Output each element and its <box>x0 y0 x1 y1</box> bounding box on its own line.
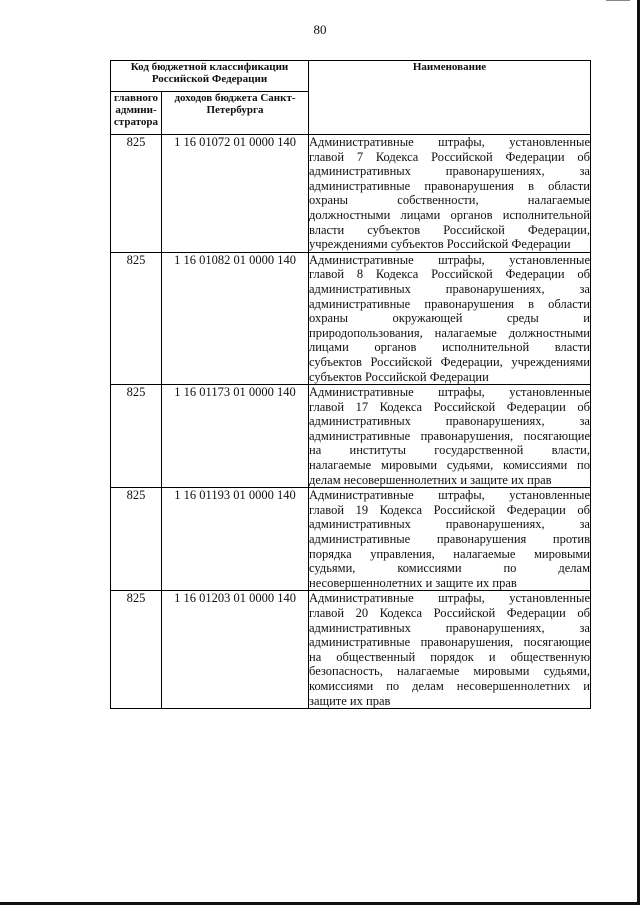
name-text-word: правонарушения, <box>420 428 514 443</box>
name-text-line: делам несовершеннолетних и защите их прав <box>309 472 552 487</box>
name-text-word: правонарушения <box>424 296 514 311</box>
header-budget-code-group: Код бюджетной классификации Российской Федерации <box>111 61 309 92</box>
name-text-line <box>309 311 590 326</box>
name-text-word: штрафы, <box>438 135 485 149</box>
name-text-line <box>309 164 590 179</box>
name-text-line <box>309 208 590 223</box>
name-text-line <box>309 150 590 165</box>
name-text-word: налагаемые <box>434 325 497 340</box>
name-text-word: Административные <box>309 591 414 606</box>
name-text-word: на <box>309 649 322 664</box>
name-text <box>309 253 590 384</box>
header-main-administrator: главного админи-стратора <box>111 92 162 135</box>
name-text-word: институты <box>349 443 407 458</box>
name-text-line <box>309 503 590 518</box>
name-text-word: Кодекса <box>379 399 423 414</box>
name-text-word: Кодекса <box>375 149 419 164</box>
name-text-word: Кодекса <box>375 267 419 282</box>
name-text-word: собственности, <box>397 193 479 208</box>
name-text-word: власти <box>554 340 590 355</box>
name-text-word: комиссиями <box>309 678 374 693</box>
name-text-word: Кодекса <box>379 502 423 517</box>
admin-code-cell: 825 <box>111 385 162 488</box>
name-text-word: правонарушениях, <box>445 281 545 296</box>
name-text-word: штрафы, <box>438 488 485 503</box>
admin-code-cell: 825 <box>111 591 162 709</box>
name-text-line: несовершеннолетних и защите их прав <box>309 575 517 590</box>
table-header-row <box>111 61 591 92</box>
name-text-word: административных <box>309 620 411 635</box>
name-text-word: об <box>577 502 590 517</box>
name-text-line <box>309 664 590 679</box>
name-text-word: государственной <box>434 443 524 458</box>
name-text-word: административные <box>309 428 411 443</box>
name-text-line <box>309 385 590 400</box>
name-text-word: установленные <box>509 488 590 503</box>
name-text-line <box>309 443 590 458</box>
name-text-word: правонарушениях, <box>445 517 545 532</box>
name-text-word: административных <box>309 414 411 429</box>
name-text-word: исполнительной <box>502 207 590 222</box>
name-text-word: комиссиями <box>503 458 568 473</box>
name-text-word: органов <box>374 340 417 355</box>
name-text-word: лицами <box>400 207 441 222</box>
name-text-line <box>309 679 590 694</box>
name-text-word: окружающей <box>392 311 463 326</box>
name-cell <box>309 591 591 709</box>
name-text-word: административные <box>309 178 411 193</box>
name-text-word: налагаемые <box>397 664 460 679</box>
name-text-line <box>309 429 590 444</box>
name-text-word: за <box>579 517 590 532</box>
name-text-word: Кодекса <box>379 606 423 620</box>
table-row <box>111 591 591 709</box>
header-name: Наименование <box>309 61 591 135</box>
name-cell <box>309 385 591 488</box>
name-text-word: об <box>577 267 590 282</box>
name-text-line <box>309 621 590 636</box>
name-text-word: за <box>579 414 590 429</box>
name-text-word: судьями, <box>446 458 494 473</box>
name-text-line <box>309 650 590 665</box>
name-text-word: правонарушения <box>424 178 514 193</box>
name-text-word: об <box>577 149 590 164</box>
name-text-word: правонарушения <box>436 532 527 547</box>
name-text-word: общественный <box>336 649 416 664</box>
name-text-word: учреждениями <box>511 354 590 369</box>
name-text-word: об <box>577 606 590 620</box>
name-text-word: субъектов <box>309 354 362 369</box>
name-text-word: Российской <box>433 502 496 517</box>
name-text-line <box>309 488 590 503</box>
name-text-word: Федерации <box>505 149 565 164</box>
name-text-line <box>309 414 590 429</box>
name-text-word: Российской <box>431 267 493 282</box>
name-text-word: главой <box>309 502 345 517</box>
name-text-word: штрафы, <box>438 252 485 267</box>
name-text-word: и <box>488 649 496 664</box>
income-code-cell: 1 16 01203 01 0000 140 <box>162 591 309 709</box>
name-text-line: учреждениями субъектов Российской Федерации <box>309 237 571 252</box>
name-text-word: власти <box>309 222 345 237</box>
name-text-line <box>309 561 590 576</box>
name-text-line <box>309 606 590 621</box>
name-text-word: установленные <box>509 385 590 400</box>
name-text-word: административные <box>309 296 411 311</box>
name-text-word: Административные <box>309 252 414 267</box>
scan-mark <box>606 0 630 1</box>
name-text-word: и <box>583 678 590 693</box>
name-text-word: мировыми <box>473 664 530 679</box>
income-code-cell: 1 16 01072 01 0000 140 <box>162 135 309 253</box>
name-text-word: власти, <box>551 443 590 458</box>
name-text-word: лицами <box>309 340 349 355</box>
name-text-line <box>309 340 590 355</box>
header-income-code: доходов бюджета Санкт-Петербурга <box>162 92 309 135</box>
name-text-word: за <box>579 281 590 296</box>
name-text-word: административных <box>309 517 411 532</box>
name-text-word: Федерации, <box>527 222 590 237</box>
name-text-word: 8 <box>356 267 364 282</box>
name-text-word: исполнительной <box>441 340 530 355</box>
name-text-word: за <box>579 164 590 179</box>
name-cell <box>309 252 591 384</box>
name-text <box>309 385 590 487</box>
budget-classification-table <box>110 60 591 709</box>
name-text <box>309 591 590 708</box>
name-text-word: правонарушениях, <box>445 414 545 429</box>
name-text-word: несовершеннолетних <box>456 678 571 693</box>
name-text-word: 20 <box>355 606 369 620</box>
income-code-cell: 1 16 01173 01 0000 140 <box>162 385 309 488</box>
income-code-cell: 1 16 01193 01 0000 140 <box>162 488 309 591</box>
name-text-word: безопасность, <box>309 664 383 679</box>
name-text-word: охраны <box>309 311 349 326</box>
name-text-word: правонарушениях, <box>445 620 545 635</box>
name-text-word: порядок <box>430 649 474 664</box>
name-text-word: за <box>579 620 590 635</box>
name-text-word: 19 <box>355 502 369 517</box>
name-text-line: субъектов Российской Федерации <box>309 369 489 384</box>
name-text-word: налагаемые <box>309 458 372 473</box>
name-text-word: Российской <box>433 399 496 414</box>
name-text-word: охраны <box>309 193 349 208</box>
page-number: 80 <box>313 22 327 37</box>
name-text-word: административных <box>309 164 411 179</box>
name-cell <box>309 135 591 253</box>
name-cell <box>309 488 591 591</box>
admin-code-cell: 825 <box>111 252 162 384</box>
name-text-word: по <box>386 678 400 693</box>
name-text-word: и <box>583 311 590 326</box>
name-text-word: судьями, <box>543 664 590 679</box>
name-text-word: области <box>548 296 590 311</box>
name-text-line <box>309 193 590 208</box>
name-text-word: должностными <box>508 325 590 340</box>
name-text-word: делам <box>412 678 444 693</box>
name-text-line <box>309 135 590 150</box>
name-text-word: 7 <box>356 149 364 164</box>
name-text-word: посягающие <box>523 428 590 443</box>
name-text-line <box>309 326 590 341</box>
table-row <box>111 488 591 591</box>
name-text-word: налагаемые <box>527 193 590 208</box>
name-text-word: Федерации <box>505 267 565 282</box>
table-row <box>111 252 591 384</box>
name-text-line <box>309 532 590 547</box>
name-text-word: налагаемые <box>453 546 516 561</box>
name-text-word: установленные <box>509 591 590 606</box>
name-text-line <box>309 282 590 297</box>
name-text-line <box>309 517 590 532</box>
name-text-line <box>309 223 590 238</box>
name-text-word: на <box>309 443 322 458</box>
name-text-word: мировыми <box>381 458 438 473</box>
name-text-line <box>309 253 590 268</box>
name-text-word: Административные <box>309 385 414 400</box>
name-text-word: комиссиями <box>397 561 462 576</box>
name-text-word: Федерации <box>506 502 566 517</box>
name-text-word: главой <box>309 399 345 414</box>
name-text-word: органов <box>450 207 493 222</box>
table-row <box>111 385 591 488</box>
name-text-word: административных <box>309 281 411 296</box>
name-text-line <box>309 179 590 194</box>
name-text-word: Административные <box>309 488 414 503</box>
name-text-word: об <box>577 399 590 414</box>
name-text-word: в <box>528 296 534 311</box>
name-text-word: делам <box>558 561 590 576</box>
name-text-word: природопользования, <box>309 325 423 340</box>
name-text-word: управления, <box>370 546 435 561</box>
admin-code-cell: 825 <box>111 488 162 591</box>
name-text-word: административные <box>309 635 411 650</box>
name-text-word: Федерации, <box>440 354 503 369</box>
name-text-word: Российской <box>370 354 433 369</box>
name-text-word: установленные <box>509 135 590 149</box>
name-text-line <box>309 267 590 282</box>
name-text-word: Российской <box>433 606 496 620</box>
name-text-word: общественную <box>510 649 590 664</box>
name-text-word: должностными <box>309 207 391 222</box>
name-text-line: защите их прав <box>309 693 391 708</box>
name-text-word: против <box>552 532 590 547</box>
name-text-word: мировыми <box>533 546 590 561</box>
name-text-word: Административные <box>309 135 414 149</box>
name-text-word: Российской <box>431 149 493 164</box>
name-text-word: Российской <box>443 222 505 237</box>
name-text-word: в <box>528 178 534 193</box>
admin-code-cell: 825 <box>111 135 162 253</box>
name-text-word: порядка <box>309 546 352 561</box>
table-row <box>111 135 591 253</box>
name-text-word: по <box>503 561 517 576</box>
name-text-word: главой <box>309 267 345 282</box>
name-text-line <box>309 547 590 562</box>
name-text-line <box>309 635 590 650</box>
name-text-word: правонарушения, <box>420 635 514 650</box>
name-text-word: Федерации <box>506 399 566 414</box>
name-text-word: 17 <box>355 399 369 414</box>
name-text-word: правонарушениях, <box>445 164 545 179</box>
name-text-line <box>309 458 590 473</box>
name-text-word: Федерации <box>506 606 566 620</box>
name-text-word: штрафы, <box>438 591 485 606</box>
name-text-line <box>309 591 590 606</box>
name-text <box>309 488 590 590</box>
name-text-word: установленные <box>509 252 590 267</box>
name-text-word: административные <box>309 532 411 547</box>
name-text-word: главой <box>309 606 345 620</box>
name-text-word: посягающие <box>523 635 590 650</box>
name-text-line <box>309 355 590 370</box>
name-text-word: судьями, <box>309 561 356 576</box>
name-text-word: среды <box>506 311 539 326</box>
name-text-line <box>309 400 590 415</box>
name-text-line <box>309 297 590 312</box>
income-code-cell: 1 16 01082 01 0000 140 <box>162 252 309 384</box>
name-text-word: главой <box>309 149 345 164</box>
name-text-word: штрафы, <box>438 385 485 400</box>
name-text-word: субъектов <box>367 222 421 237</box>
name-text <box>309 135 590 252</box>
name-text-word: области <box>548 178 590 193</box>
name-text-word: по <box>577 458 590 473</box>
